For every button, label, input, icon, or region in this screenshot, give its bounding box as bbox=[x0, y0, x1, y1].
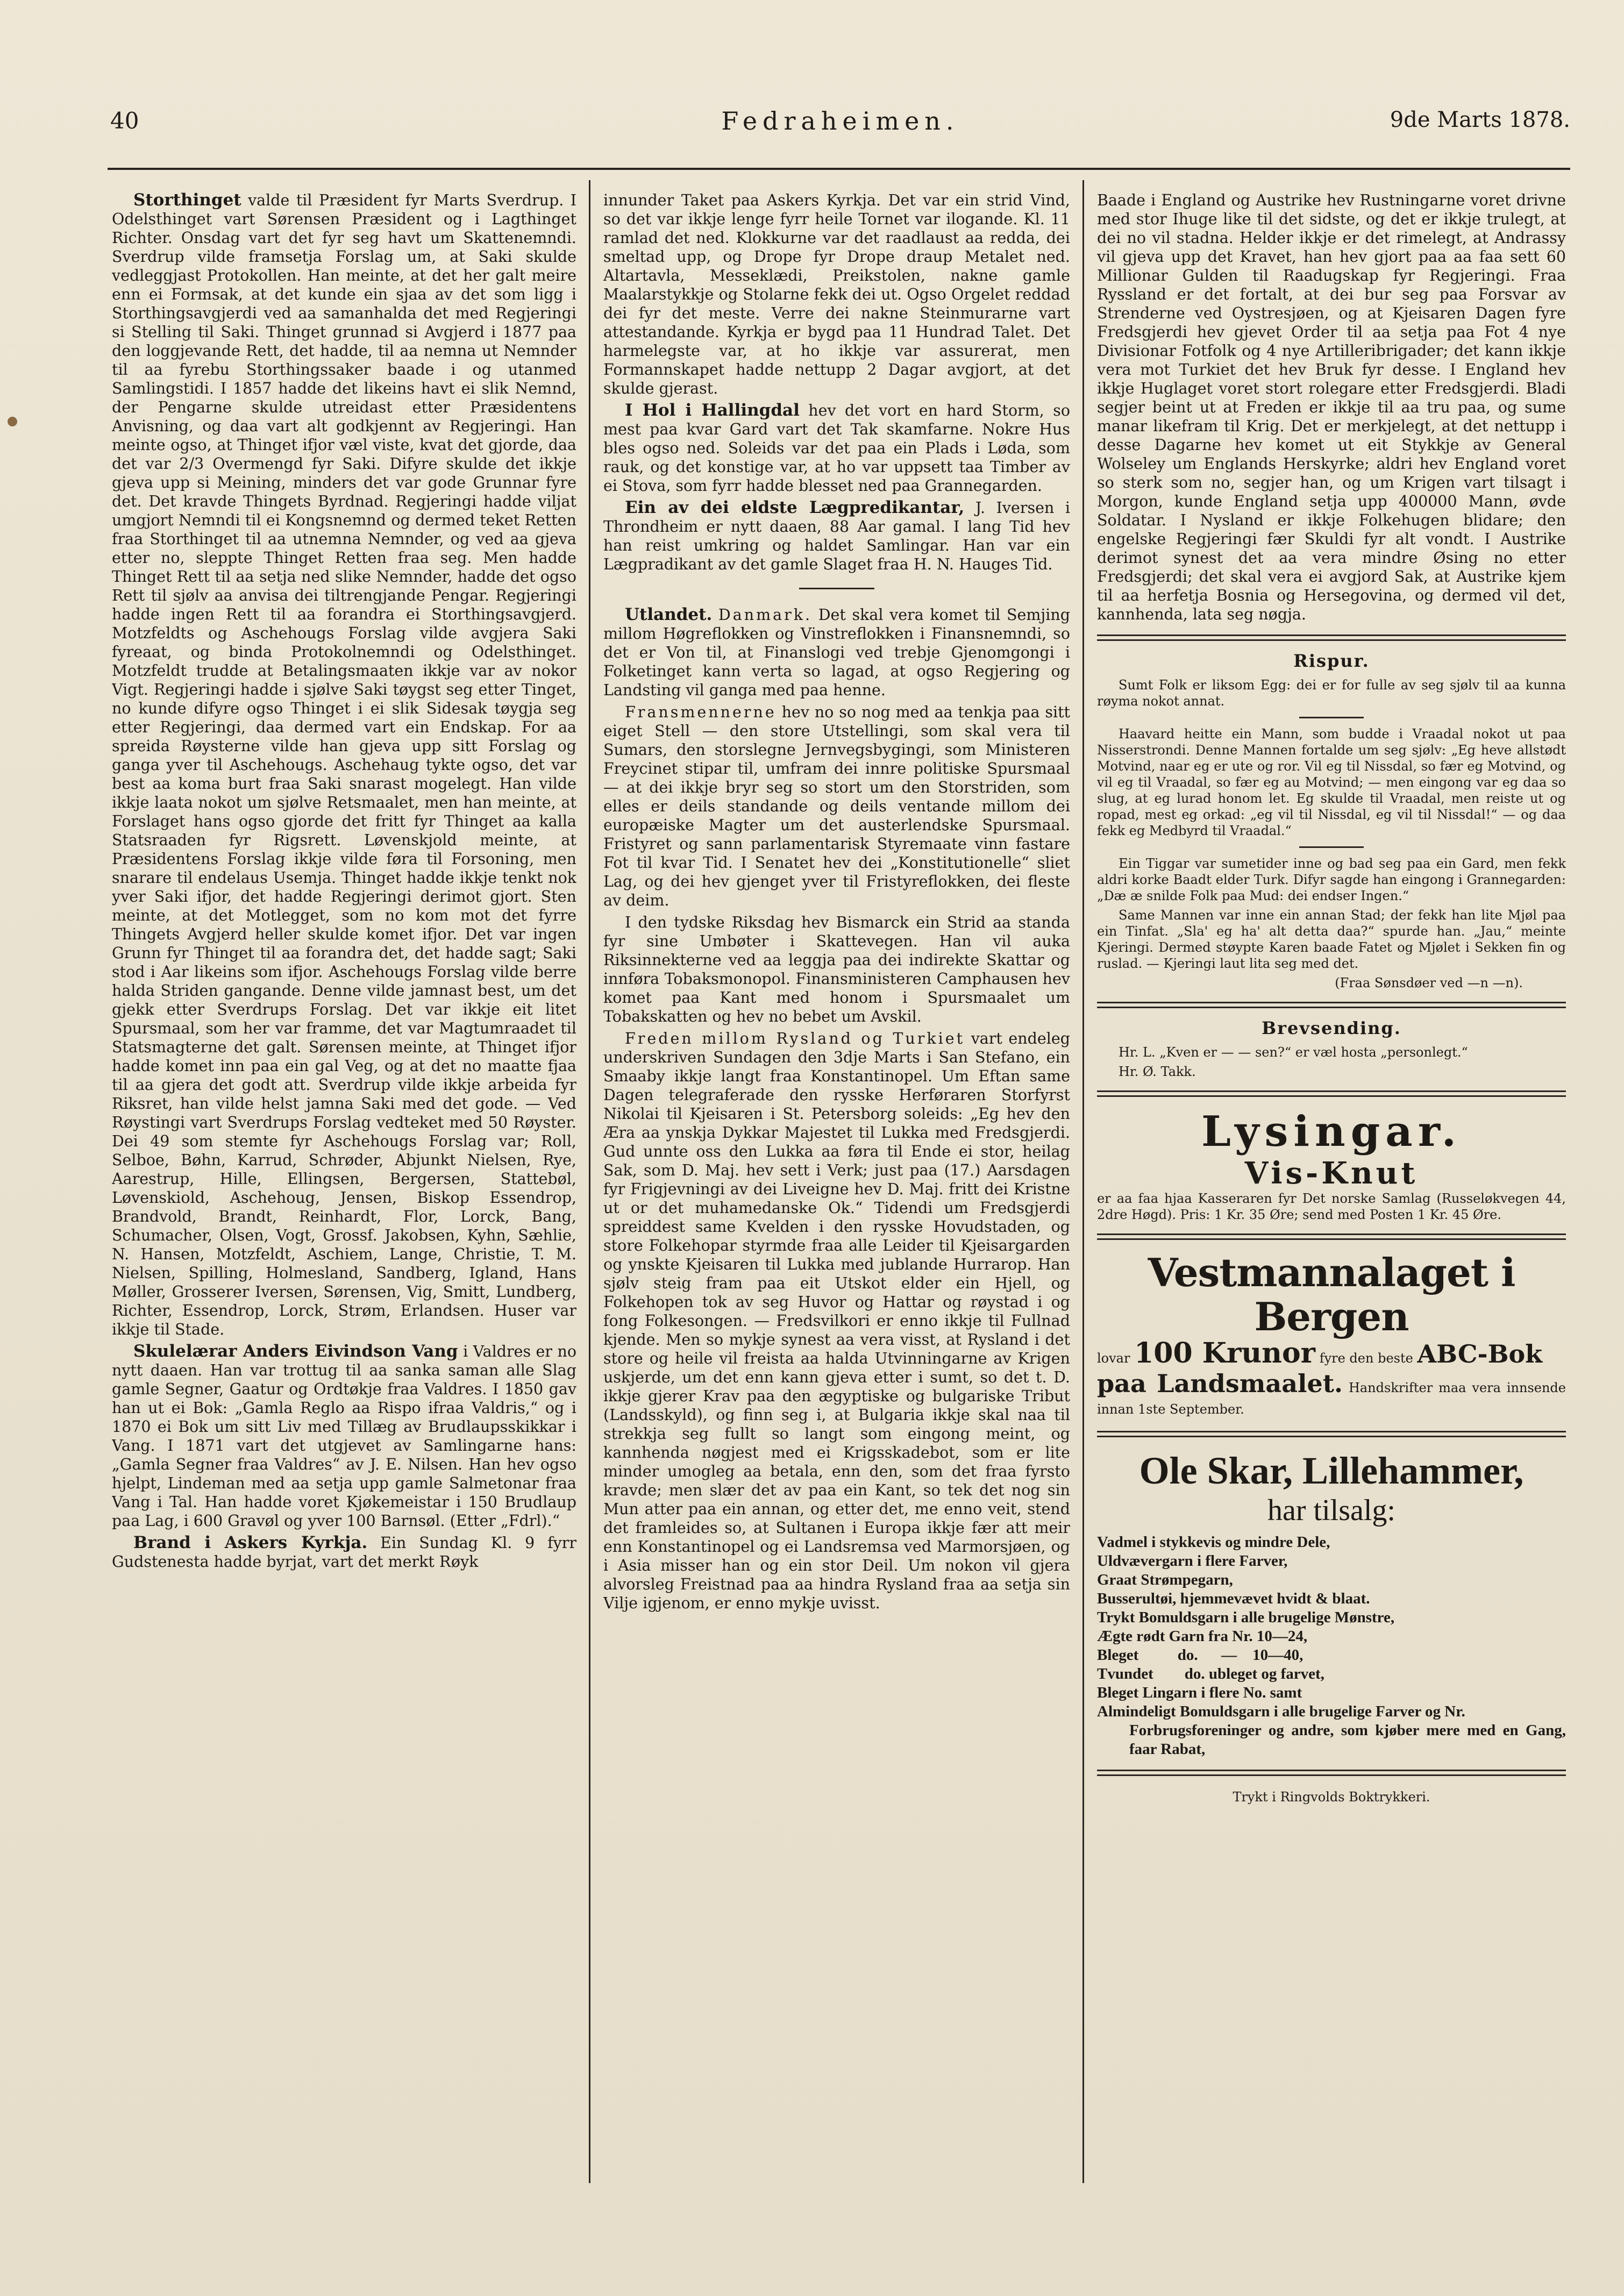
goods-item: Forbrugsforeninger og andre, som kjøber mere med en Gang, faar Rabat, bbox=[1129, 1722, 1566, 1758]
ad-amount: 100 Krunor bbox=[1134, 1337, 1316, 1370]
goods-item: Vadmel i stykkevis og mindre Dele, bbox=[1097, 1534, 1330, 1551]
brev-item: Hr. L. „Kven er — — sen?“ er væl hosta „personlegt.“ bbox=[1119, 1045, 1468, 1060]
ad-text: fyre den beste bbox=[1319, 1351, 1413, 1366]
article-lead: Storthinget bbox=[133, 191, 241, 210]
brevsending-heading: Brevsending. bbox=[1262, 1018, 1401, 1038]
page-header bbox=[110, 108, 1570, 145]
article-lead: Brand i Askers Kyrkja. bbox=[133, 1533, 368, 1552]
rispur-item: Sumt Folk er liksom Egg: dei er for fulle av seg sjølv til aa kunna røyma nokot annat. bbox=[1097, 678, 1566, 709]
article-vang bbox=[112, 1342, 576, 1530]
article-lead: Freden millom Rysland og Turkiet bbox=[625, 1030, 965, 1047]
short-rule bbox=[1299, 846, 1364, 848]
ad-ole-skar-title: Ole Skar, Lillehammer, bbox=[1139, 1449, 1524, 1492]
ad-ole-skar-goods bbox=[1097, 1533, 1566, 1759]
article-body: hev no so nog med aa tenkja paa sitt eiget Stell — den store Utstellingi, som skal vera til Sumars, den storslegne Jernvegsbygingi, som Ministeren Freycinet stipar til, umfram dei innre politiske Spursmaal — at dei ikkje bryr seg so stort um den Storstriden, som elles er deils standande og deils ventande millom dei europæiske Magter um det austerlendske Spursmaal. Fristyret og sann parlamentarisk Styremaate vinn fastare Fot til kvar Tid. I Senatet hev dei „Konstitutionelle“ sliet Lag, og dei hev gjenget yver til Fristyreflokken, dei fleste av deim. bbox=[603, 703, 1070, 909]
ad-abc: ABC-Bok bbox=[1417, 1339, 1543, 1368]
ad-text: Handskrifter maa vera innsende innan 1ste September. bbox=[1097, 1380, 1566, 1417]
goods-item: Graat Strømpegarn, bbox=[1097, 1571, 1233, 1588]
header-rule bbox=[108, 168, 1570, 170]
article-body: i Valdres er no nytt daaen. Han var trottug til aa sanka saman alle Slag gamle Segner, Gaatur og Ordtøkje fraa Valdres. I 1850 gav han ut ei Bok: „Gamla Reglo aa Rispo ifraa Valdris,“ og i 1870 ei Bok um sitt Liv med Tillæg av Brudlaupsskikkar i Vang. I 1871 vart det utgjevet av Samlingarne hans: „Gamla Segner fraa Valdres“ av J. E. Nilsen. Han hev ogso hjelpt, Lindeman med aa setja upp gamle Salmetonar fraa Vang i Tal. Han hadde voret Kjøkemeistar i 150 Brudlaup paa Lag, i 600 Gravøl og yver 100 Barnsøl. (Etter „Fdrl).“ bbox=[112, 1343, 576, 1530]
article-riksdag bbox=[603, 913, 1070, 1026]
section-separator bbox=[799, 588, 874, 589]
article-hol bbox=[603, 401, 1070, 495]
goods-item: Uldvævergarn i flere Farver, bbox=[1097, 1552, 1288, 1570]
lysingar-heading: Lysingar. bbox=[1201, 1107, 1462, 1156]
article-body: Baade i England og Austrike hev Rustningarne voret drivne med stor Ihuge like til det sidste, og det er ikkje trulegt, at dei no vil stadna. Helder ikkje er det rimelegt, at Andrassy vil gjeva upp det Kravet, han hev gjort paa aa faa sett 60 Millionar Gulden til Raadugskap fyr Regjeringi. Fraa Ryssland er det fortalt, at dei bur seg paa Forsvar av Strenderne ved Oystresjøen, og at Kjeisaren Dagen fyre Fredsgjerdi hev gjevet Order til aa setja paa Fot 4 nye Divisionar Fotfolk og 4 nye Artilleribrigader; det kann ikkje vera mot Turkiet det hev Bruk fyr desse. I England hev ikkje Huglaget voret stort rolegare etter Fredsgjerdi. Bladi segjer beint ut at Freden er ikkje til aa tru paa, og sume manar likefram til Krig. Det er merkjelegt, at det nettupp i desse Dagarne hev komet ut eit Stykkje av General Wolseley um Englands Herskyrke; aldri hev England voret so sterk som no, segjer han, og um Krigen vart tilsagt i Morgon, kunde England setja upp 400000 Mann, øvde Soldatar. I Nysland er ikkje Folkehugen blidare; den engelske Regjeringi fær Skuldi fyr alt vondt. I Austrike derimot synest det aa vera mindre Øsing no etter Fredsgjerdi; det skal vera ei avgjord Sak, at Austrike kjem til aa herfetja Bosnia og Hersegovina, og dermed vil det, kannhenda, lata seg nøgja. bbox=[1097, 191, 1566, 623]
article-iversen bbox=[603, 498, 1070, 574]
article-brand-asker-cont bbox=[603, 191, 1070, 398]
country-label: Danmark. bbox=[718, 606, 813, 624]
article-utlandet bbox=[603, 605, 1070, 700]
printer-imprint: Trykt i Ringvolds Boktrykkeri. bbox=[1233, 1789, 1430, 1805]
column-rule-1 bbox=[589, 180, 590, 2183]
page-number: 40 bbox=[110, 108, 139, 134]
short-rule bbox=[1299, 717, 1364, 718]
double-rule bbox=[1097, 1233, 1566, 1240]
goods-item: Ægte rødt Garn fra Nr. 10—24, bbox=[1097, 1628, 1308, 1645]
issue-date: 9de Marts 1878. bbox=[1390, 108, 1570, 132]
ad-ole-skar-subtitle: har tilsalg: bbox=[1267, 1494, 1395, 1527]
goods-item: Trykt Bomuldsgarn i alle brugelige Mønstre, bbox=[1097, 1609, 1395, 1626]
article-lead: I Hol i Hallingdal bbox=[625, 401, 800, 420]
article-body: Ein Sundag Kl. 9 fyrr Gudstenesta hadde byrjat, vart det merkt Røyk bbox=[112, 1534, 576, 1571]
article-body: hev Bismarck ein Strid aa standa fyr sine Umbøter i Skattevegen. Han vil auka Riksinnekterne ved aa leggja paa dei indirekte Skattar og innføra Tobaksmonopol. Finansministeren Camphausen hev komet paa Kant med honom i Spursmaalet um Tobakskatten og hev no bebet um Avskil. bbox=[603, 914, 1070, 1025]
column-rule-2 bbox=[1082, 180, 1084, 2183]
article-freden bbox=[603, 1029, 1070, 1613]
column-1 bbox=[112, 191, 576, 2188]
article-lead: I den tydske Riksdag bbox=[625, 914, 794, 931]
article-rustning bbox=[1097, 191, 1566, 624]
article-body: Det skal vera komet til Semjing millom Høgreflokken og Vinstreflokken i Finansnemndi, so det er Von til, at Finanslogi ved trebje Gjenomgongi i Folketinget kann verta so lagad, at ogso Regjering og Landsting vil ganga med paa henne. bbox=[603, 606, 1070, 699]
goods-item: Busserultøi, hjemmevævet hvidt & blaat. bbox=[1097, 1590, 1370, 1607]
column-2 bbox=[603, 191, 1070, 2188]
article-body: innunder Taket paa Askers Kyrkja. Det var ein strid Vind, so det var ikkje lenge fyrr heile Tornet var ilogande. Kl. 11 ramlad det ned. Klokkurne var det raadlaust aa redda, dei smeltad upp, og Drope fyr Drope draup Metalet ned. Altartavla, Messeklædi, Preikstolen, nakne gamle Maalarstykkje og Stolarne fekk dei ut. Ogso Orgelet reddad dei fyr det meste. Verre dei nakne Steinmurarne vart attestandande. Kyrkja er bygd paa 11 Hundrad Talet. Det harmelegste var, at ho ikkje var assurerat, men Formannskapet hadde nettupp 2 Dagar avgjort, at det skulde gjerast. bbox=[603, 191, 1070, 397]
article-body: vart endeleg underskriven Sundagen den 3dje Marts i San Stefano, ein Smaaby ikkje langt fraa Konstantinopel. Um Eftan same Dagen telegraferade den rysske Herføraren Storfyrst Nikolai til Kjeisaren i St. Petersborg soleids: „Eg hev den Æra aa ynskja Dykkar Majestet til Lukka med Fredsgjerdi. Gud unnte oss den Lukka aa føra til Ende ei stor, heilag Sak, som D. Maj. hev sett i Verk; just paa (17.) Aarsdagen fyr Frigjevningi av dei Liveigne hev D. Maj. fritt dei Kristne ut or det muhamedanske Ok.“ Tidendi um Fredsgjerdi spreiddest same Kvelden i den rysske Hovudstaden, og store Folkehopar styrmde fraa alle Leider til Kjeisargarden og ynskte Kjeisaren til Lukka med jublande Hurrarop. Han sjølv steig fram paa eit Utskot elder ein Hjell, og Folkehopen tok av seg Huvor og Hattar og røystad i og fong Folkesongen. — Fredsvilkori er enno ikkje til Fullnad kjende. Men so mykje synest aa vera visst, at Rysland i det store og heile vil freista aa halda Utvinningarne av Krigen uskjerde, um det enn kann gjeva etter i sumt, so det t. D. ikkje gjerer Krav paa den ægyptiske og bulgariske Tribut (Landsskyld), og finn seg i, at Bulgaria ikkje skal naa til strekkja seg fullt so langt som eingong meint, og kannhenda nøgjest med ei Krigsskadebot, som er lite minder umogleg aa betala, enn den, som det fraa fyrsto kravde; men slær det av paa ein Kant, so tek det nog sin Mun atter paa ein annan, og etter det, me enno veit, stend det framleides so, at Sultanen i Europa ikkje fær att meir enn Konstantinopel og ei Landsremsa ved Marmorsjøen, og i Asia misser han og ein stor Deil. Um nokon vil gjera alvorsleg Freistnad paa aa hindra Rysland fraa aa setja sin Vilje igjenom, er enno mykje uvisst. bbox=[603, 1030, 1070, 1612]
section-heading: Utlandet. bbox=[625, 605, 713, 624]
goods-item: Bleget Lingarn i flere No. samt bbox=[1097, 1684, 1302, 1701]
rispur-heading: Rispur. bbox=[1293, 651, 1370, 671]
rispur-signature: (Fraa Sønsdøer ved —n —n). bbox=[1335, 975, 1523, 990]
double-rule bbox=[1097, 1090, 1566, 1097]
rispur-item: Haavard heitte ein Mann, som budde i Vraadal nokot ut paa Nisserstrondi. Denne Mannen fortalde um seg sjølv: „Eg heve allstødt Motvind, naar eg er ute og ror. Vil eg til Nissdal, so fær eg Motvind, og vil eg til Vraadal, so fær eg au Motvind; — men eingong var eg daa so slug, at eg lurad honom let. Eg skulde til Vraadal, men reiste ut og ropad, mest eg orkad: „eg vil til Nissdal, eg vil til Nissdal!“ — og daa fekk eg Medbyrd til Vraadal.“ bbox=[1097, 726, 1566, 838]
double-rule bbox=[1097, 634, 1566, 641]
article-storthinget bbox=[112, 191, 576, 1339]
article-lead: Ein av dei eldste Lægpredikantar, bbox=[625, 498, 965, 517]
brev-item: Hr. Ø. Takk. bbox=[1119, 1064, 1196, 1079]
rispur-item: Same Mannen var inne ein annan Stad; der fekk han lite Mjøl paa ein Tinfat. „Sla' eg ha' alt detta daa?“ spurde han. „Jau,“ meinte Kjeringi. Dermed støypte Karen baade Fatet og Mjølet i Sekken fin og ruslad. — Kjeringi laut lita seg med det. bbox=[1097, 908, 1566, 971]
ad-viskunt-text: er aa faa hjaa Kasseraren fyr Det norske Samlag (Russeløkvegen 44, 2dre Høgd). Pris: 1 Kr. 35 Øre; send med Posten 1 Kr. 45 Øre. bbox=[1097, 1191, 1566, 1222]
ad-landsmaal: paa Landsmaalet. bbox=[1097, 1369, 1343, 1398]
article-body: J. Iversen i Throndheim er nytt daaen, 88 Aar gamal. I lang Tid hev han reist umkring og haldet Samlingar. Han var ein Lægpradikant av det gamle Slaget fraa H. N. Hauges Tid. bbox=[603, 499, 1070, 573]
ad-vestmannalaget-title: Vestmannalaget i Bergen bbox=[1148, 1250, 1515, 1339]
goods-item: Almindeligt Bomuldsgarn i alle brugelige Farver og Nr. bbox=[1097, 1703, 1465, 1720]
ad-vestmannalaget-offer bbox=[1097, 1339, 1566, 1373]
article-lead: Skulelærar Anders Eivindson Vang bbox=[133, 1342, 458, 1361]
ad-viskunt-title: Vis-Knut bbox=[1244, 1156, 1419, 1191]
paper-stain bbox=[8, 417, 17, 426]
goods-item: Tvundet do. ubleget og farvet, bbox=[1097, 1665, 1324, 1682]
double-rule bbox=[1097, 1002, 1566, 1008]
article-body: valde til Præsident fyr Marts Sverdrup. I Odelsthinget vart Sørensen Præsident og i Lagthinget Richter. Onsdag vart det fyr seg havt um Skattenemndi. Sverdrup vilde framsetja Forslag um, at Saki skulde vedleggjast Protokollen. Han meinte, at det her galt meire enn ei Formsak, at det kunde ein sjaa av det som ligg i Storthingsavgjerdi ved aa samanhalda det med Regjeringi si Stelling til Saki. Thinget grunnad si Avgjerd i 1877 paa den loggjevande Rett, det hadde, til aa nemna ut Nemnder til aa fyrebu Storthingssaker baade i og utanmed Samlingstidi. I 1857 hadde det likeins havt ei slik Nemnd, der Pengarne skulde utreidast etter Præsidentens Anvisning, og daa vart alt godkjennt av Regjeringi. Han meinte ogso, at Thinget ifjor væl viste, kvat det gjorde, daa det var 2/3 Overmengd fyr Saki. Difyre skulde det ikkje gjeva upp si Meining, minders det var gode Grunnar fyre det. Det kravde Thingets Byrdnad. Regjeringi hadde viljat umgjort Nemndi til ei Kongsnemnd og dermed teket Retten fraa Storthinget til aa utnemna Nemnder, og ved aa gjeva etter no, sleppte Thinget Retten fraa seg. Men hadde Thinget Rett til aa setja ned slike Nemnder, hadde det ogso Rett til sjølv aa anvisa dei tiltrengjande Pengar. Regjeringi hadde ingen Rett til aa forandra ei Storthingsavgjerd. Motzfeldts og Aschehougs Forslag vilde avgjera Saki fyreaat, og binda Protokolnemndi og Odelsthinget. Motzfeldt trudde at Betalingsmaaten ikkje var av nokor Vigt. Regjeringi hadde i sjølve Saki tøygst seg etter Tinget, no kunde difyre ogso Thinget i ei slik Sidesak tøygja seg etter Regjeringi, daa dermed vart ein Endskap. For aa spreida Røysterne vilde han gjeva upp sitt Forslag og ganga yver til Aschehougs. Aschehaug tykte ogso, det var best aa koma burt fraa Saki snarast mogelegt. Han vilde ikkje laata nokot um sjølve Retsmaalet, men han meinte, at Forslaget hans ogso gjorde det fritt fyr Thinget aa kalla Statsraaden fyr Rigsrett. Løvenskjold meinte, at Præsidentens Forslag ikkje vilde føra til Forsoning, men snarare til endelaus Usemja. Thinget hadde ikkje tenkt nok yver Saki ifjor, det hadde Regjeringi derimot gjort. Sten meinte, at det Motlegget, som no kom mot det fyrre Thingets Avgjerd heller skulde komet ifjor. Det var ingen Grunn fyr Thinget til aa forandra det, det hadde sagt; Saki stod i Aar likeins som ifjor. Aschehougs Forslag vilde berre halda Striden gangande. Denne vilde jamnast best, um det gjekk etter Sverdrups Forslag. Det var ikkje eit litet Spursmaal, som her var framme, det var Magtumraadet til Statsmagterne det galt. Sørensen meinte, at Thinget ifjor hadde komet inn paa ein gal Veg, og at det no maatte fjaa til aa gjera det godt att. Sverdrup vilde ikkje arbeida fyr Riksret, han vilde helst jamna Saki med det gode. — Ved Røystingi vart Sverdrups Forslag vedteket med 50 Røyster. Dei 49 som stemte fyr Aschehougs Forslag var; Roll, Selboe, Bøhn, Karrud, Schrøder, Abjunkt Nielsen, Rye, Aarestrup, Hille, Ellingsen, Bergersen, Stattebøl, Løvenskiold, Aschehoug, Jensen, Biskop Essendrop, Brandvold, Brandt, Reinhardt, Flor, Lorck, Bang, Schumacher, Olsen, Vogt, Grossf. Jakobsen, Kyhn, Sæhlie, N. Hansen, Motzfeldt, Aschiem, Lange, Christie, T. M. Nielsen, Spilling, Holmesland, Sandberg, Igland, Hans Møller, Grosserer Iversen, Sørensen, Vig, Smitt, Lundberg, Richter, Essendrop, Lorck, Strøm, Erlandsen. Huser var ikkje til Stade. bbox=[112, 191, 576, 1338]
column-3 bbox=[1097, 191, 1566, 2188]
article-brand-asker bbox=[112, 1534, 576, 1571]
goods-item: Bleget do. — 10—40, bbox=[1097, 1646, 1304, 1664]
article-body: hev det vort en hard Storm, so mest paa kvar Gard vart det Tak skamfarne. Nokre Hus bles ogso ned. Soleids var det paa ein Plads i Løda, som rauk, og det konstige var, at ho var uppsett taa Timber av ei Stova, som fyrr hadde blesset ned paa Grannegarden. bbox=[603, 402, 1070, 495]
ad-vestmannalaget-sub bbox=[1097, 1369, 1566, 1420]
double-rule bbox=[1097, 1431, 1566, 1437]
rispur-item: Ein Tiggar var sumetider inne og bad seg paa ein Gard, men fekk aldri korke Baadt elder Turk. Difyr sagde han eingong i Grannegarden: „Dæ æ snilde Folk paa Mud: dei endser Ingen.“ bbox=[1097, 856, 1566, 903]
newspaper-title: Fedraheimen. bbox=[721, 106, 959, 136]
article-fransmennerne bbox=[603, 703, 1070, 910]
double-rule bbox=[1097, 1770, 1566, 1776]
article-lead: Fransmennerne bbox=[625, 703, 777, 721]
ad-text: lovar bbox=[1097, 1351, 1130, 1366]
